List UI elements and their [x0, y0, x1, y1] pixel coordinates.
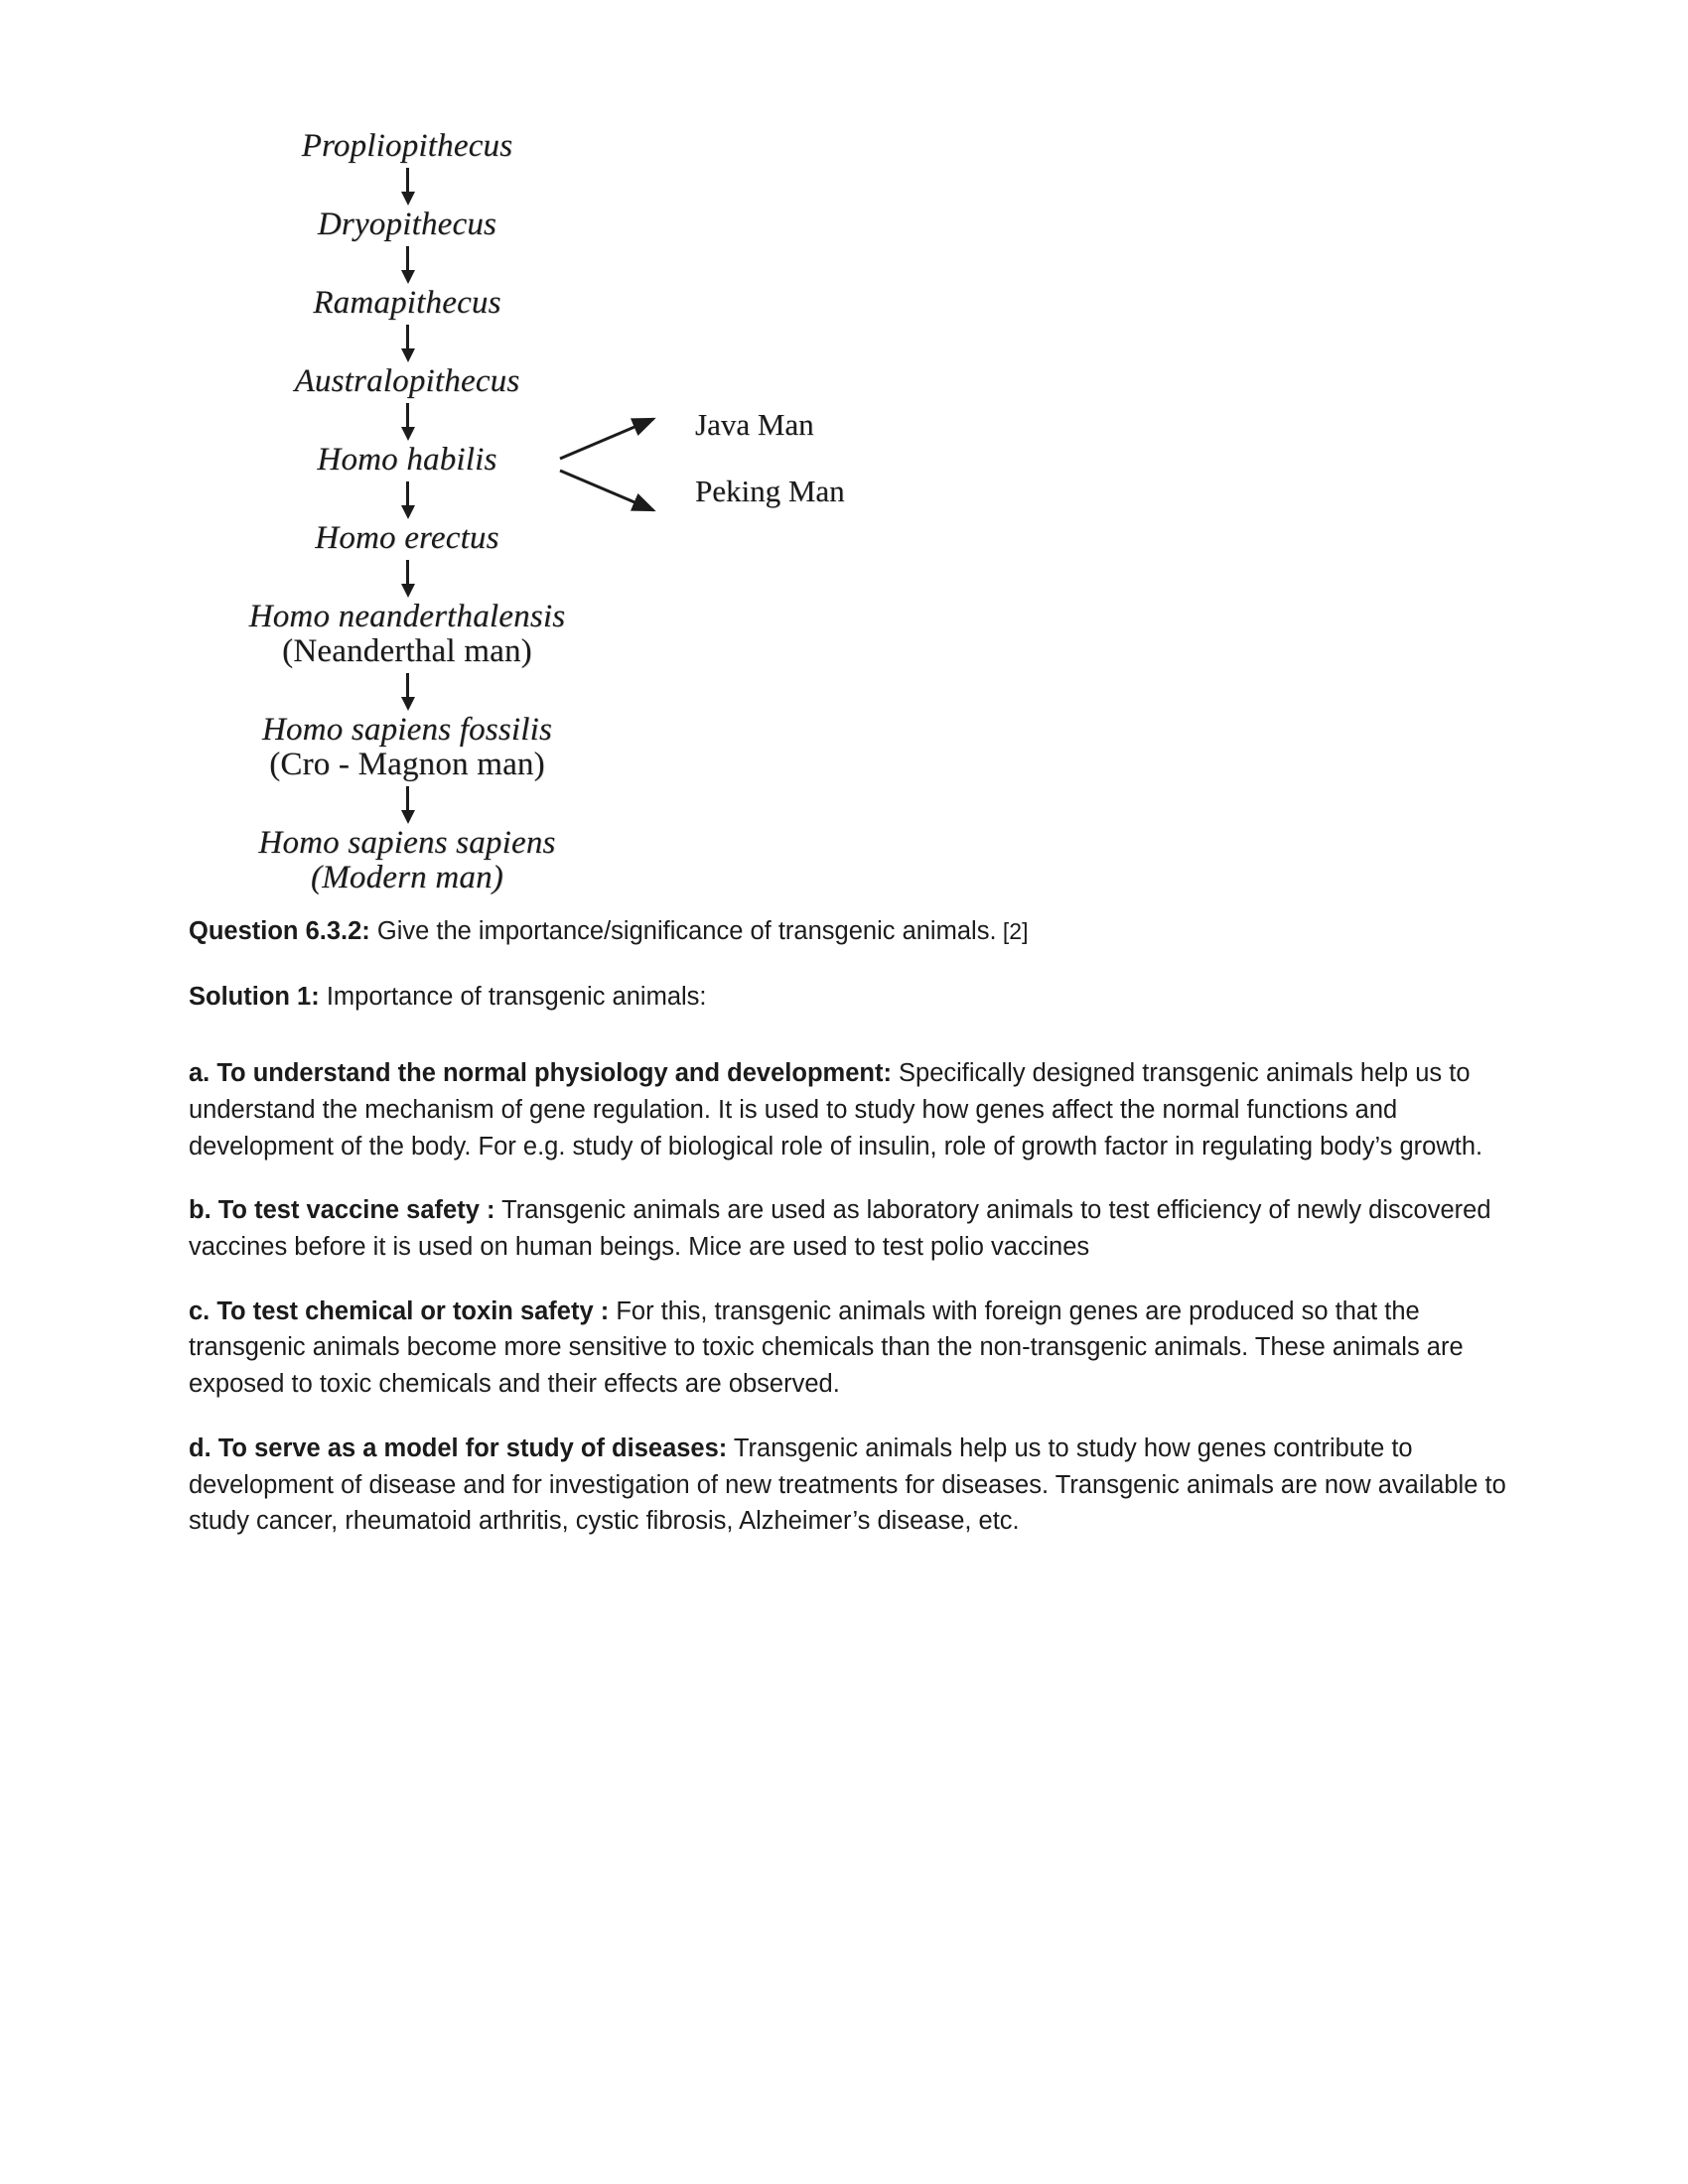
- document-body: [0, 913, 1688, 1540]
- arrow-down-icon: [397, 325, 417, 362]
- taxon-label: Homo sapiens fossilis: [261, 711, 553, 748]
- taxon-common-name: (Neanderthal man): [282, 632, 532, 669]
- point-b-label: b. To test vaccine safety :: [189, 1196, 495, 1225]
- taxon-common-name: (Cro - Magnon man): [269, 746, 545, 782]
- taxon-homo-sapiens-fossilis: [189, 713, 626, 782]
- point-a: [189, 1055, 1514, 1164]
- point-a-label: a. To understand the normal physiology and development:: [189, 1059, 892, 1088]
- taxon-dryopithecus: [189, 207, 626, 242]
- taxon-ramapithecus: [189, 286, 626, 321]
- question-marks: [2]: [996, 917, 1029, 944]
- taxon-label: Dryopithecus: [317, 205, 497, 242]
- taxon-label: Australopithecus: [294, 362, 520, 399]
- taxon-label: Homo sapiens sapiens: [258, 824, 556, 861]
- point-d-text: Transgenic animals help us to study how genes contribute to development of disease and for investigation of new treatments for diseases. Transgenic animals are now available to study cancer, rheumatoid arthritis, cystic fibrosis, Alzheimer’s disease, etc.: [189, 1433, 1506, 1536]
- taxon-homo-neanderthalensis: [189, 600, 626, 669]
- arrow-down-icon: [397, 403, 417, 441]
- branch-label-peking-man: Peking Man: [695, 474, 845, 508]
- taxon-label: Homo habilis: [317, 441, 497, 478]
- arrow-down-icon: [397, 168, 417, 205]
- human-evolution-diagram: [0, 0, 1688, 895]
- solution-text: Importance of transgenic animals:: [319, 983, 707, 1012]
- taxon-homo-erectus: [189, 521, 626, 556]
- taxon-label: Homo erectus: [315, 519, 499, 556]
- taxon-propliopithecus: [189, 129, 626, 164]
- taxon-label: Propliopithecus: [301, 128, 513, 164]
- taxon-label: Homo neanderthalensis: [248, 598, 566, 634]
- point-a-text: Specifically designed transgenic animals help us to understand the mechanism of gene regulation. It is used to study how genes affect the normal functions and development of the body. For e.g. study of biological role of insulin, role of growth factor in regulating body’s growth.: [189, 1059, 1483, 1160]
- point-b-text: Transgenic animals are used as laboratory animals to test efficiency of newly discovered vaccines before it is used on human beings. Mice are used to test polio vaccines: [189, 1196, 1491, 1261]
- point-d: [189, 1431, 1514, 1540]
- question-label: Question 6.3.2:: [189, 916, 370, 945]
- point-c: [189, 1294, 1514, 1403]
- arrow-down-icon: [397, 786, 417, 824]
- question-text: Give the importance/significance of transgenic animals.: [369, 916, 997, 945]
- solution-label: Solution 1:: [189, 983, 320, 1012]
- question-paragraph: [189, 913, 1514, 950]
- arrow-down-icon: [397, 246, 417, 284]
- arrow-down-icon: [397, 481, 417, 519]
- solution-paragraph: [189, 979, 1514, 1016]
- taxon-label: Ramapithecus: [313, 284, 501, 321]
- arrow-down-icon: [397, 560, 417, 598]
- arrow-down-icon: [397, 673, 417, 711]
- taxon-australopithecus: [189, 364, 626, 399]
- branch-arrows: [556, 397, 715, 526]
- point-d-label: d. To serve as a model for study of diseases:: [189, 1433, 728, 1462]
- point-c-label: c. To test chemical or toxin safety :: [189, 1297, 610, 1325]
- point-b: [189, 1192, 1514, 1265]
- branch-label-java-man: Java Man: [695, 407, 814, 442]
- taxon-common-name: (Modern man): [311, 859, 503, 895]
- taxon-homo-sapiens-sapiens: [189, 826, 626, 895]
- point-c-text: For this, transgenic animals with foreign genes are produced so that the transgenic animals become more sensitive to toxic chemicals than the non-transgenic animals. These animals are exposed to toxic chemicals and their effects are observed.: [189, 1297, 1464, 1399]
